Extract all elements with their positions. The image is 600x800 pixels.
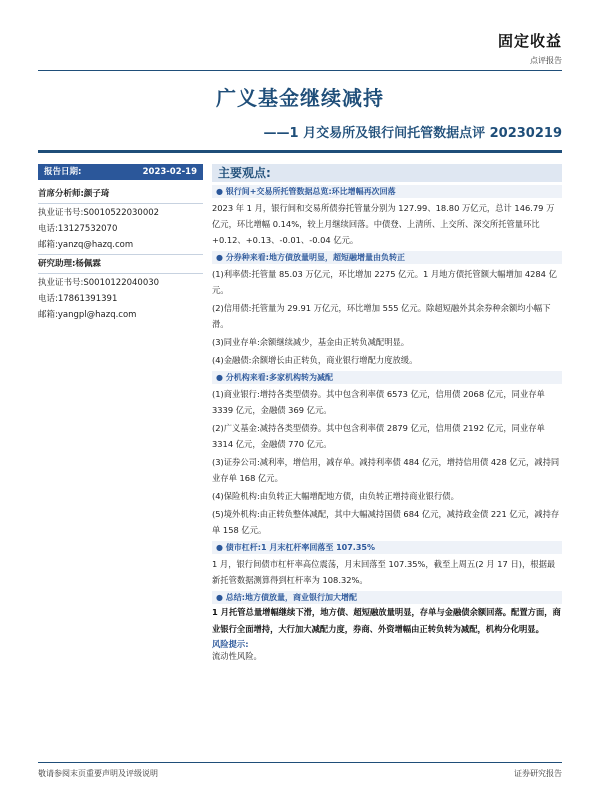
paragraph-broad-funds: (2)广义基金:减持各类型债券。其中包含利率债 2879 亿元，信用债 2192 亿元，同业存单 3314 亿元，金融债 770 亿元。 [212, 423, 545, 449]
chief-analyst: 首席分析师:颜子琦 [38, 189, 110, 199]
section-heading-overview [212, 185, 562, 198]
paragraph-insurance: (4)保险机构:由负转正大幅增配地方债，由负转正增持商业银行债。 [212, 491, 459, 501]
assistant-email[interactable]: 邮箱:yangpl@hazq.com [38, 310, 137, 320]
analyst-sidebar [38, 164, 203, 323]
section-heading-leverage [212, 541, 562, 554]
report-subtitle: ——1 月交易所及银行间托管数据点评 20230219 [263, 126, 562, 141]
divider [38, 254, 203, 255]
section-title: 银行间+交易所托管数据总览:环比增幅再次回落 [225, 187, 396, 196]
risk-text: 流动性风险。 [212, 651, 262, 661]
paragraph-commercial-banks: (1)商业银行:增持各类型债券。其中包含利率债 6573 亿元，信用债 2068 亿元，同业存单 3339 亿元，金融债 369 亿元。 [212, 389, 545, 415]
section-heading-by-institution [212, 371, 562, 384]
footer-disclaimer: 敬请参阅末页重要声明及评级说明 [38, 769, 158, 778]
report-header [498, 30, 562, 66]
divider [38, 203, 203, 204]
main-content [212, 164, 562, 662]
paragraph-rate-bonds: (1)利率债:托管量 85.03 万亿元，环比增加 2275 亿元。1 月地方债托管额大幅增加 4284 亿元。 [212, 269, 557, 295]
summary-paragraph: 1 月托管总量增幅继续下滑，地方债、超短融放量明显，存单与金融债余额回落。配置方面，商业银行全面增持，大行加大减配力度，券商、外资增幅由正转负转为减配，机构分化明显。 [212, 607, 561, 634]
research-assistant: 研究助理:杨佩霖 [38, 259, 101, 269]
section-title: 分机构来看:多家机构转为减配 [225, 373, 333, 382]
bullet-icon: ● [216, 593, 226, 602]
bullet-icon: ● [216, 253, 226, 262]
report-category: 固定收益 [497, 32, 562, 50]
assistant-license: 执业证书号:S0010122040030 [38, 278, 160, 288]
report-date-bar [38, 164, 203, 180]
footer-divider [38, 762, 562, 763]
report-subcategory: 点评报告 [530, 56, 562, 65]
divider [38, 273, 203, 274]
section-title: 分券种来看:地方债放量明显，超短融增量由负转正 [225, 253, 405, 262]
paragraph-credit-bonds: (2)信用债:托管量为 29.91 万亿元，环比增加 555 亿元。除超短融外其余券种余额均小幅下滑。 [212, 303, 551, 329]
chief-license: 执业证书号:S0010522030002 [38, 208, 160, 218]
report-date-value: 2023-02-19 [142, 167, 197, 177]
paragraph-ncd: (3)同业存单:余额继续减少，基金由正转负减配明显。 [212, 337, 410, 347]
paragraph-securities-firms: (3)证券公司:减利率，增信用，减存单。减持利率债 484 亿元，增持信用债 428 亿元，减持同业存单 168 亿元。 [212, 457, 560, 483]
header-divider [38, 70, 562, 71]
section-heading-summary [212, 591, 562, 604]
report-date-label: 报告日期: [44, 167, 82, 177]
section-title: 总结:地方债放量，商业银行加大增配 [225, 593, 357, 602]
chief-email[interactable]: 邮箱:yanzq@hazq.com [38, 240, 134, 250]
section-heading-by-type [212, 251, 562, 264]
assistant-phone: 电话:17861391391 [38, 294, 118, 304]
paragraph-financial-bonds: (4)金融债:余额增长由正转负，商业银行增配力度放缓。 [212, 355, 418, 365]
bullet-icon: ● [216, 373, 226, 382]
footer-label: 证券研究报告 [514, 769, 562, 778]
bullet-icon: ● [216, 187, 226, 196]
key-points-heading: 主要观点: [212, 164, 562, 182]
risk-heading: 风险提示: [212, 639, 249, 649]
paragraph-overseas: (5)境外机构:由正转负整体减配，其中大幅减持国债 684 亿元，减持政金债 221 亿元，减持存单 158 亿元。 [212, 509, 560, 535]
report-title: 广义基金继续减持 [216, 86, 384, 110]
paragraph-leverage: 1 月，银行间债市杠杆率高位震荡，月末回落至 107.35%，截至上周五(2 月 17 日)，根据最新托管数据测算得到杠杆率为 108.32%。 [212, 559, 556, 585]
section-title: 债市杠杆:1 月末杠杆率回落至 107.35% [225, 543, 375, 552]
bullet-icon: ● [216, 543, 226, 552]
paragraph-overview: 2023 年 1 月，银行间和交易所债券托管量分别为 127.99、18.80 万亿元，总计 146.79 万亿元，环比增幅 0.14%，较上月继续回落。中债登、上清所、上交所、深交所托管量环比+0.12、+0.13、-0.01、-0.04 亿元。 [212, 203, 555, 245]
title-divider [38, 150, 562, 153]
chief-phone: 电话:13127532070 [38, 224, 118, 234]
